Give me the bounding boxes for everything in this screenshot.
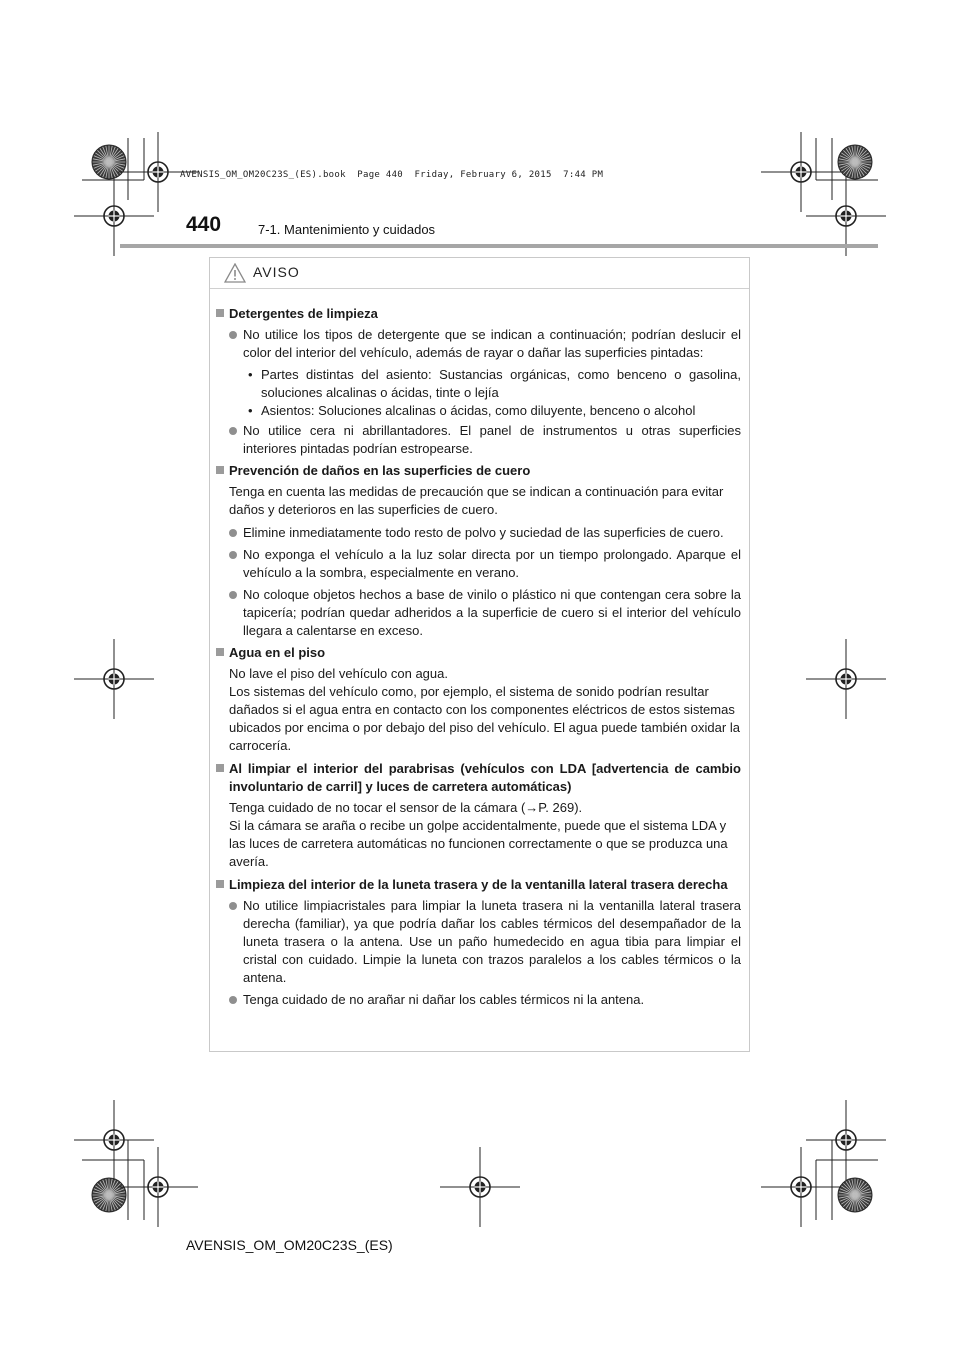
heading-text: Prevención de daños en las superficies de cuero <box>229 463 531 478</box>
radial-target-icon <box>838 1178 872 1212</box>
section-heading <box>216 305 741 323</box>
radial-target-icon <box>838 145 872 179</box>
item-text: No utilice limpiacristales para limpiar la luneta trasera ni la ventanilla lateral trasera derecha (familiar), ya que podría dañar los cables térmicos del desempañador de la luneta trasera o la antena. Use un paño humedecido en agua tibia para limpiar el cristal con cuidado. Limpie la luneta con trazos paralelos a los cables térmicos o la antena. <box>243 898 741 985</box>
section-heading <box>216 462 741 480</box>
item-text: Elimine inmediatamente todo resto de polvo y suciedad de las superficies de cuero. <box>243 525 724 540</box>
list-item <box>216 586 741 640</box>
registration-mark-icon <box>440 1147 520 1227</box>
paragraph: Si la cámara se araña o recibe un golpe accidentalmente, puede que el sistema LDA y las luces de carretera automáticas no funcionen correctamente o que se produzca una avería. <box>229 818 728 869</box>
list-item <box>216 422 741 458</box>
warning-triangle-icon <box>224 263 246 283</box>
sub-list-item <box>216 366 741 402</box>
paragraph: Tenga en cuenta las medidas de precaución que se indican a continuación para evitar daños y deterioros en las superficies de cuero. <box>229 484 724 517</box>
registration-mark-icon <box>806 1100 886 1180</box>
paragraph: Tenga cuidado de no tocar el sensor de la cámara (→P. 269). <box>229 800 583 815</box>
registration-mark-icon <box>74 639 154 719</box>
item-text: No exponga el vehículo a la luz solar directa por un tiempo prolongado. Aparque el vehículo a la sombra, especialmente en verano. <box>243 547 741 580</box>
registration-mark-icon <box>806 639 886 719</box>
item-text: No utilice los tipos de detergente que se indican a continuación; podrían deslucir el color del interior del vehículo, además de rayar o dañar las superficies pintadas: <box>243 327 741 360</box>
list-item <box>216 897 741 987</box>
round-bullet-icon <box>229 427 237 435</box>
square-bullet-icon <box>216 648 224 656</box>
header-rule <box>120 244 878 248</box>
heading-text: Agua en el piso <box>229 645 326 660</box>
book-stamp: AVENSIS_OM_OM20C23S_(ES).book Page 440 Friday, February 6, 2015 7:44 PM <box>180 170 604 180</box>
paragraph: Los sistemas del vehículo como, por ejemplo, el sistema de sonido podrían resultar dañados si el agua entra en contacto con los componentes eléctricos de estos sistemas ubicados por encima o por debajo del piso del vehículo. El agua puede también oxidar la carrocería. <box>229 684 740 753</box>
warning-title: AVISO <box>253 264 300 280</box>
warning-content <box>210 289 749 1009</box>
manual-code: AVENSIS_OM_OM20C23S_(ES) <box>186 1237 393 1253</box>
section-heading <box>216 760 741 796</box>
warning-header <box>210 258 749 289</box>
heading-text: Limpieza del interior de la luneta trasera y de la ventanilla lateral trasera derecha <box>229 877 728 892</box>
registration-mark-icon <box>74 1100 154 1180</box>
item-text: No utilice cera ni abrillantadores. El panel de instrumentos u otras superficies interiores pintadas podrían estropearse. <box>243 423 741 456</box>
sub-bullet-mark: • <box>248 367 253 382</box>
section-title: 7-1. Mantenimiento y cuidados <box>258 222 436 237</box>
square-bullet-icon <box>216 466 224 474</box>
paragraph: No lave el piso del vehículo con agua. <box>229 666 448 681</box>
registration-mark-icon <box>761 132 841 212</box>
heading-text: Al limpiar el interior del parabrisas (vehículos con LDA [advertencia de cambio involuntario de carril] y luces de carretera automáticas) <box>229 761 741 794</box>
heading-text: Detergentes de limpieza <box>229 306 378 321</box>
radial-target-icon <box>92 145 126 179</box>
round-bullet-icon <box>229 331 237 339</box>
radial-target-icon <box>92 1178 126 1212</box>
item-text: Partes distintas del asiento: Sustancias orgánicas, como benceno o gasolina, soluciones alcalinas o ácidas, tinte o lejía <box>261 367 741 400</box>
crop-mark-icon <box>82 138 878 200</box>
round-bullet-icon <box>229 529 237 537</box>
list-item <box>216 991 741 1009</box>
section-heading <box>216 644 741 662</box>
list-item <box>216 326 741 362</box>
section-heading <box>216 876 741 894</box>
round-bullet-icon <box>229 551 237 559</box>
square-bullet-icon <box>216 764 224 772</box>
square-bullet-icon <box>216 309 224 317</box>
warning-box <box>209 257 750 1052</box>
item-text: Tenga cuidado de no arañar ni dañar los cables térmicos ni la antena. <box>243 992 645 1007</box>
sub-bullet-mark: • <box>248 403 253 418</box>
round-bullet-icon <box>229 591 237 599</box>
item-text: No coloque objetos hechos a base de vinilo o plástico ni que contengan cera sobre la tapicería; podrían quedar adheridos a la superficie de cuero si el interior del vehículo llegara a calentarse en exceso. <box>243 587 741 638</box>
item-text: Asientos: Soluciones alcalinas o ácidas, como diluyente, benceno o alcohol <box>261 403 696 418</box>
sub-list-item <box>216 402 741 420</box>
square-bullet-icon <box>216 880 224 888</box>
list-item <box>216 524 741 542</box>
page-number: 440 <box>186 213 222 236</box>
registration-mark-icon <box>118 1147 198 1227</box>
list-item <box>216 546 741 582</box>
round-bullet-icon <box>229 996 237 1004</box>
registration-mark-icon <box>761 1147 841 1227</box>
round-bullet-icon <box>229 902 237 910</box>
